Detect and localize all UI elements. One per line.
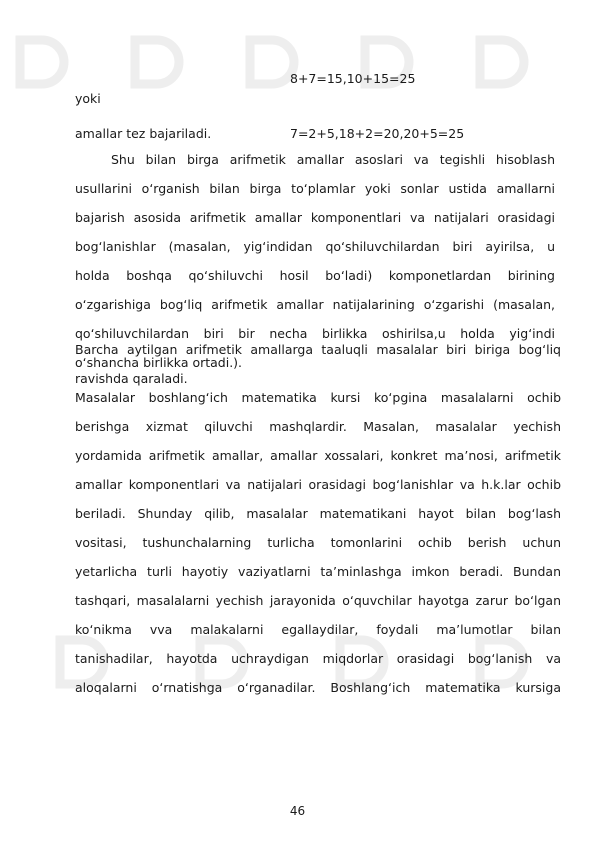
formula-line-1: 8+7=15,10+15=25 <box>290 71 416 86</box>
paragraph-line: amallar komponentlari va natijalari orasidagi bog‘lanishlar va h.k.lar ochib <box>75 477 561 492</box>
paragraph-line: bajarish asosida arifmetik amallar komponentlari va natijalari orasidagi <box>75 210 555 225</box>
paragraph-line: berishga xizmat qiluvchi mashqlardir. Masalan, masalalar yechish <box>75 419 561 434</box>
word-yoki: yoki <box>75 91 101 106</box>
paragraph-line: vositasi, tushunchalarning turlicha tomonlarini ochib berish uchun <box>75 535 561 550</box>
paragraph-3 <box>75 383 561 702</box>
formula-line-2: 7=2+5,18+2=20,20+5=25 <box>290 126 465 141</box>
paragraph-line: holda boshqa qo‘shiluvchi hosil bo‘ladi) komponetlardan birining <box>75 268 555 283</box>
paragraph-line: yetarlicha turli hayotiy vaziyatlarni ta’minlashga imkon beradi. Bundan <box>75 564 561 579</box>
paragraph-line: yordamida arifmetik amallar, amallar xossalari, konkret ma’nosi, arifmetik <box>75 448 561 463</box>
paragraph-line: usullarini o‘rganish bilan birga to‘plamlar yoki sonlar ustida amallarni <box>75 181 555 196</box>
paragraph-line: tanishadilar, hayotda uchraydigan miqdorlar orasidagi bog‘lanish va <box>75 651 561 666</box>
paragraph-line: beriladi. Shunday qilib, masalalar matematikani hayot bilan bog‘lash <box>75 506 561 521</box>
paragraph-line: aloqalarni o‘rnatishga o‘rganadilar. Boshlang‘ich matematika kursiga <box>75 680 561 695</box>
paragraph-line: tashqari, masalalarni yechish jarayonida o‘quvchilar hayotga zarur bo‘lgan <box>75 593 561 608</box>
paragraph-line: Shu bilan birga arifmetik amallar asoslari va tegishli hisoblash <box>111 152 555 167</box>
paragraph-line: ko‘nikma vva malakalarni egallaydilar, foydali ma’lumotlar bilan <box>75 622 561 637</box>
paragraph-line: bog‘lanishlar (masalan, yig‘indidan qo‘shiluvchilardan biri ayirilsa, u <box>75 239 555 254</box>
paragraph-line: o‘shancha birlikka ortadi.). <box>75 355 243 370</box>
paragraph-line: ravishda qaraladi. <box>75 371 188 386</box>
amallar-text: amallar tez bajariladi. <box>75 126 212 141</box>
paragraph-line: Masalalar boshlang‘ich matematika kursi ko‘pgina masalalarni ochib <box>75 390 561 405</box>
paragraph-line: qo‘shiluvchilardan biri bir necha birlikka oshirilsa,u holda yig‘indi <box>75 326 555 341</box>
paragraph-line: Barcha aytilgan arifmetik amallarga taaluqli masalalar biri biriga bog‘liq <box>75 342 561 357</box>
paragraph-line: o‘zgarishiga bog‘liq arifmetik amallar natijalarining o‘zgarishi (masalan, <box>75 297 555 312</box>
page-number: 46 <box>289 804 306 818</box>
